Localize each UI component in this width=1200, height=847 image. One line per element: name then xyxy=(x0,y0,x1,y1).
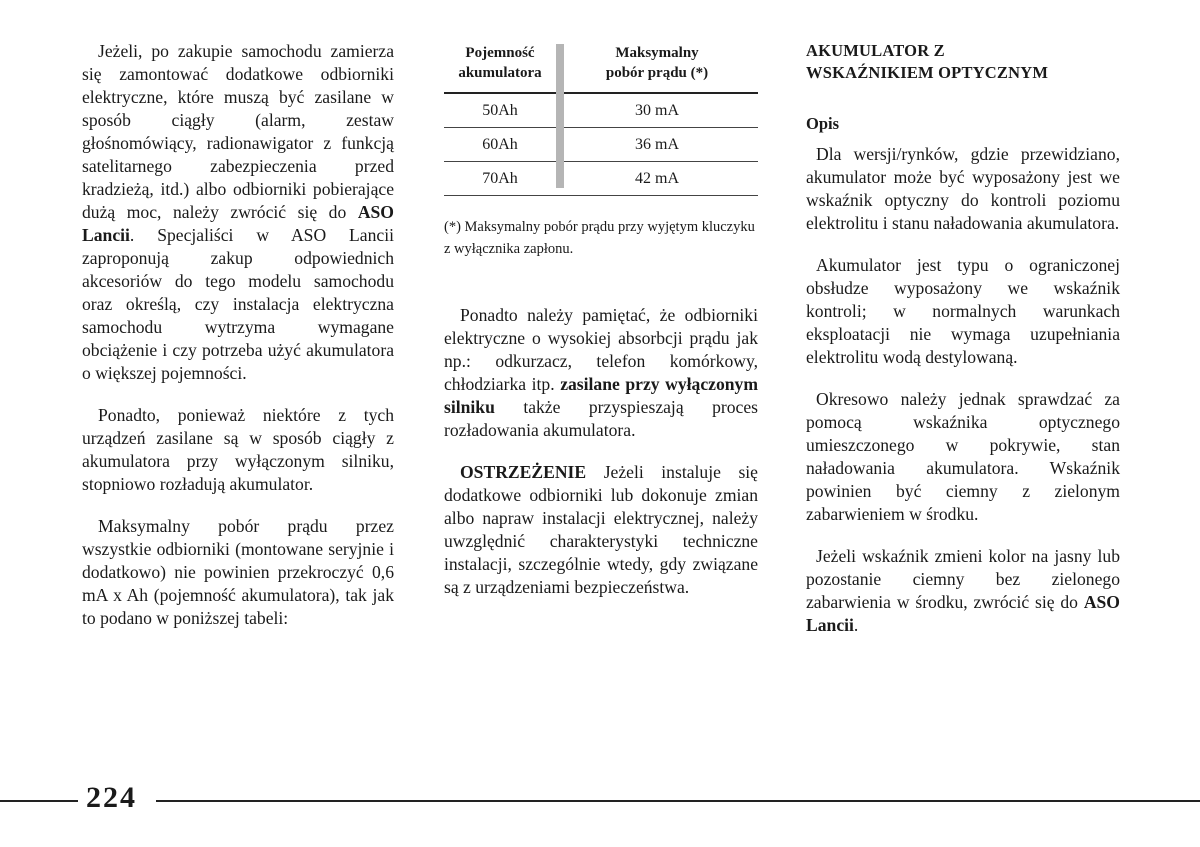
cell-capacity: 70Ah xyxy=(482,170,518,187)
page-number: 224 xyxy=(86,781,137,814)
paragraph-check-indicator: Okresowo należy jednak sprawdzać za pomocą wskaźnika optycznego umieszczonego w pokrywie, stan naładowania akumulatora. Wskaźnik powinien być ciemny z zielonym zabarwieniem w środku. xyxy=(806,389,1120,524)
header-capacity: Pojemność akumulatora xyxy=(458,45,542,81)
paragraph-max-current: Maksymalny pobór prądu przez wszystkie odbiorniki (montowane seryjnie i dodatkowo) nie powinien przekroczyć 0,6 mA x Ah (pojemność akumulatora), tak jak to podano w poniższej tabeli: xyxy=(82,516,394,628)
warning-label: OSTRZEŻENIE xyxy=(460,462,587,482)
footer-rule-right xyxy=(156,800,1200,802)
table-row xyxy=(444,162,758,196)
cell-current: 42 mA xyxy=(635,170,679,187)
aso-lancia-bold: ASO Lancii xyxy=(82,202,394,245)
table-row xyxy=(444,128,758,162)
cell-current: 30 mA xyxy=(635,102,679,119)
header-current: Maksymalny pobór prądu (*) xyxy=(605,45,709,81)
table-row xyxy=(444,94,758,128)
aso-lancia-bold: ASO Lancii xyxy=(806,592,1120,635)
bold-engine-off: zasilane przy wyłączonym silniku xyxy=(444,374,758,417)
paragraph-battery-type: Akumulator jest typu o ograniczonej obsłudze wyposażony we wskaźnik kontroli; w normalnych warunkach eksploatacji nie wymaga uzupełniania elektrolitu wodą destylowaną. xyxy=(806,255,1120,367)
current-table xyxy=(444,40,758,196)
cell-capacity: 60Ah xyxy=(482,136,518,153)
cell-current: 36 mA xyxy=(635,136,679,153)
table-header xyxy=(444,40,758,94)
paragraph-description: Dla wersji/rynków, gdzie przewidziano, akumulator może być wyposażony jest we wskaźnik optyczny do kontroli poziomu elektrolitu i stanu naładowania akumulatora. xyxy=(806,144,1120,233)
cell-capacity: 50Ah xyxy=(482,102,518,119)
paragraph-warning: OSTRZEŻENIE Jeżeli instaluje się dodatkowe odbiorniki lub dokonuje zmian albo napraw instalacji elektrycznej, należy uwzględnić charakterystyki techniczne instalacji, szczególnie wtedy, gdy związane są z urządzeniami bezpieczeństwa. xyxy=(444,462,758,597)
table-footnote: (*) Maksymalny pobór prądu przy wyjętym kluczyku z wyłącznika zapłonu. xyxy=(444,219,755,257)
paragraph-color-change: Jeżeli wskaźnik zmieni kolor na jasny lub pozostanie ciemny bez zielonego zabarwienia w środku, zwrócić się do ASO Lancii. xyxy=(806,546,1120,635)
middle-column xyxy=(444,40,758,618)
footer-rule-left xyxy=(0,800,78,802)
section-heading: AKUMULATOR Z WSKAŹNIKIEM OPTYCZNYM xyxy=(806,41,1049,82)
right-column xyxy=(806,40,1120,656)
left-column xyxy=(82,40,394,649)
section-subheading: Opis xyxy=(806,114,840,133)
paragraph-high-absorption: Ponadto należy pamiętać, że odbiorniki elektryczne o wysokiej absorbcji prądu jak np.: odkurzacz, telefon komórkowy, chłodziarka itp. zasilane przy wyłączonym silniku także przyspieszają proces rozładowania akumulatora. xyxy=(444,305,758,440)
table-divider-bar xyxy=(556,44,564,188)
paragraph-additional-receivers: Jeżeli, po zakupie samochodu zamierza się zamontować dodatkowe odbiorniki elektryczne, które muszą być zasilane w sposób ciągły (alarm, zestaw głośnomówiący, radionawigator z funkcją satelitarnego zabezpieczenia przed kradzieżą, itd.) albo odbiorniki pobierające dużą moc, należy zwrócić się do ASO Lancii. Specjaliści w ASO Lancii zaproponują zakup odpowiednich akcesoriów do tego modelu samochodu oraz określą, czy instalacja elektryczna samochodu wytrzyma wymagane obciążenie i czy potrzeba użyć akumulatora o większej pojemności. xyxy=(82,41,394,383)
paragraph-continuous-discharge: Ponadto, ponieważ niektóre z tych urządzeń zasilane są w sposób ciągły z akumulatora przy wyłączonym silniku, stopniowo rozładują akumulator. xyxy=(82,405,394,494)
